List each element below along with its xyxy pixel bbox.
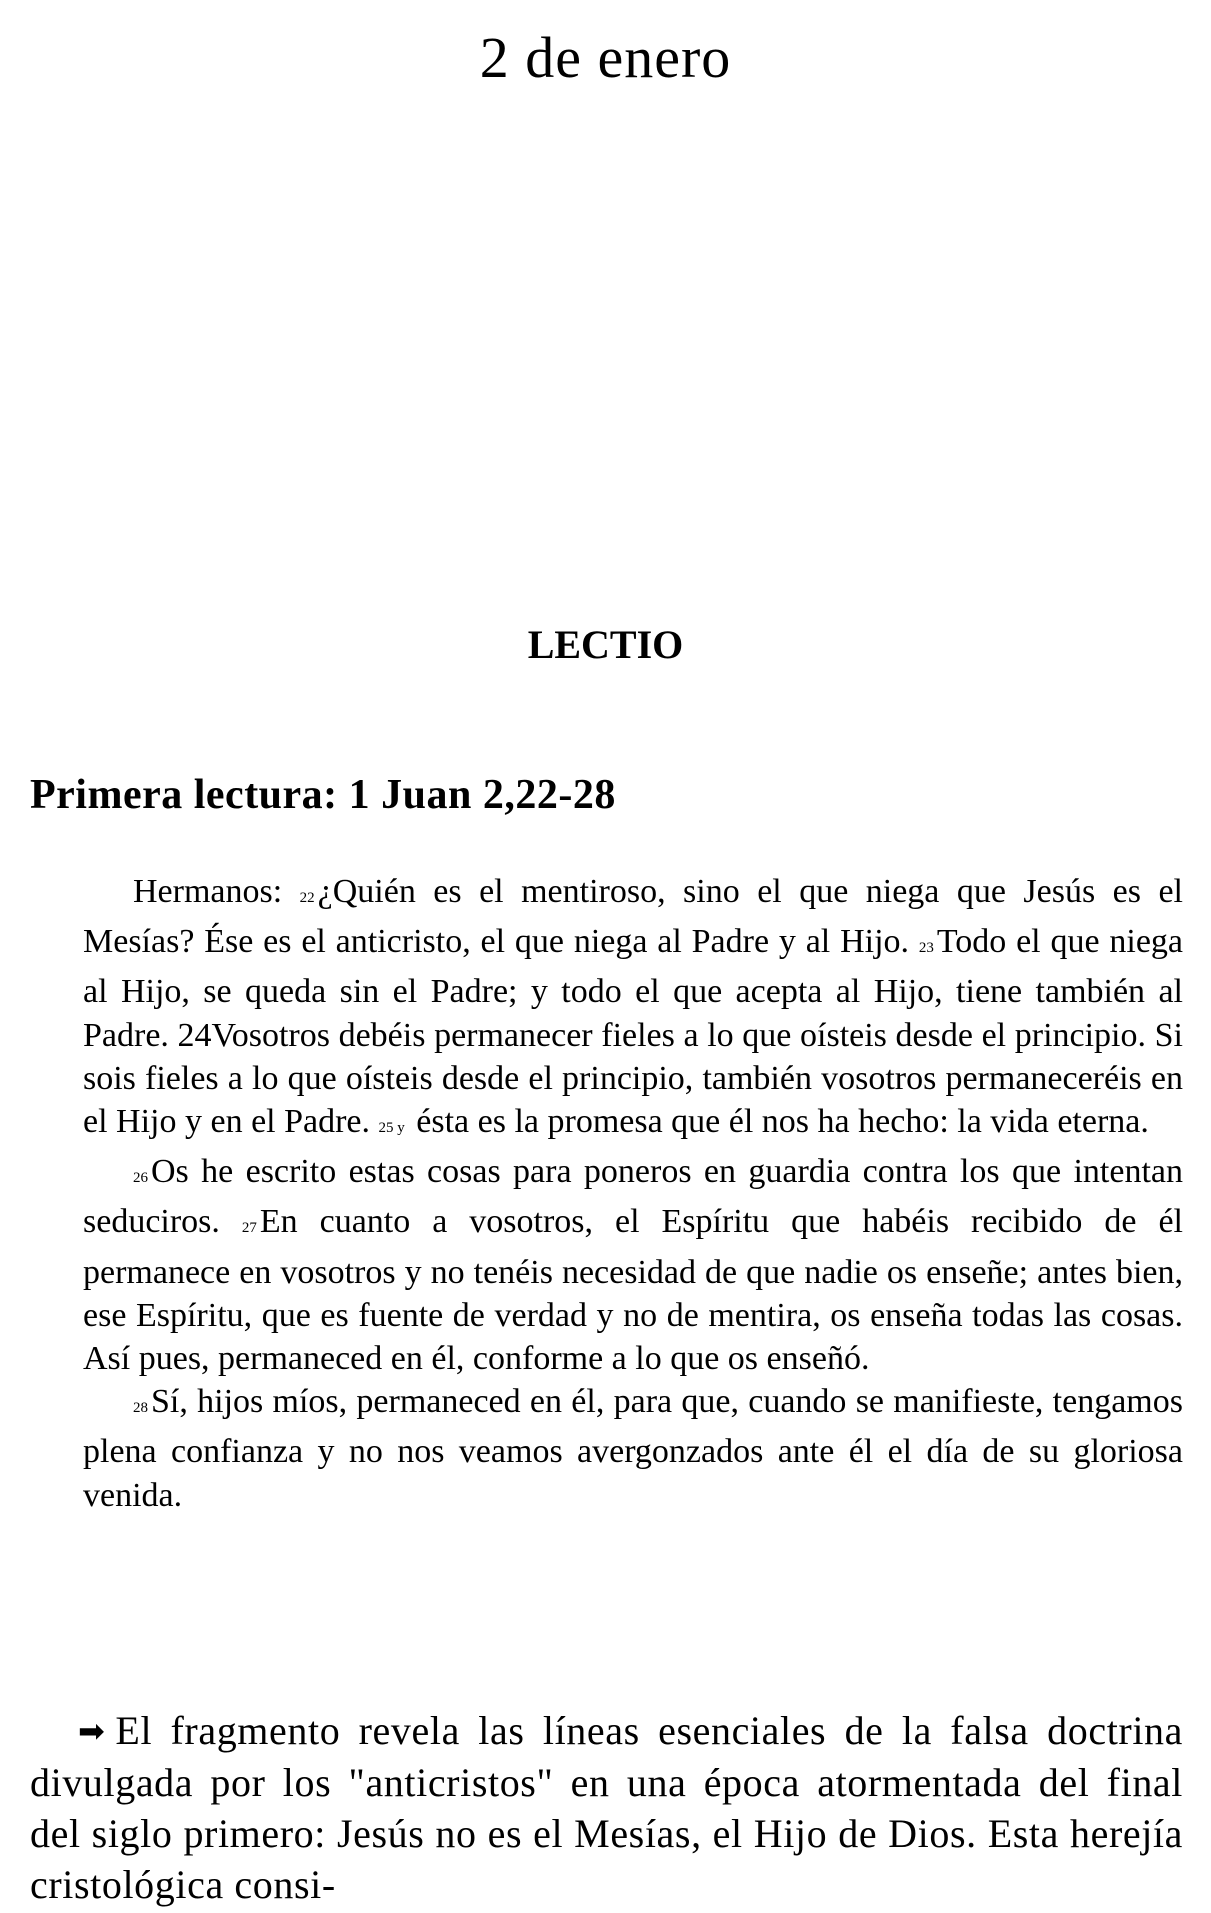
reading-body (83, 870, 1183, 1517)
verse-number: 28 (133, 1400, 148, 1417)
verse-text: ¿Quién es el mentiroso, sino el que niega que Jesús es el Mesías? Ése es el anticristo, el que niega al Padre y al Hijo. (83, 873, 1183, 961)
reading-paragraph (83, 870, 1183, 1150)
verse-number: 23 (918, 940, 934, 957)
verse-text: En cuanto a vosotros, el Espíritu que habéis recibido de él permanece en vosotros y no tenéis necesidad de que nadie os enseñe; antes bien, ese Espíritu, que es fuente de verdad y no de mentira, os enseña todas las cosas. Así pues, permaneced en él, conforme a lo que os enseñó. (83, 1203, 1183, 1378)
reading-intro: Hermanos: (133, 873, 300, 910)
commentary-paragraph (30, 1705, 1183, 1910)
verse-number: 22 (299, 890, 315, 906)
verse-number: 27 (241, 1220, 257, 1237)
verse-text: Todo el que niega al Hijo, se queda sin el Padre; y todo el que acepta al Hijo, tiene también al Padre. 24Vosotros debéis permanecer fieles a lo que oísteis desde el principio. Si sois fieles a lo que oísteis desde el principio, también vosotros permaneceréis en el Hijo y en el Padre. (83, 923, 1183, 1141)
verse-number: 26 (133, 1170, 148, 1187)
reading-title: Primera lectura: 1 Juan 2,22-28 (30, 772, 616, 818)
verse-text: Sí, hijos míos, permaneced en él, para que, cuando se manifieste, tengamos plena confianza y no nos veamos avergonzados ante él el día de su gloriosa venida. (83, 1383, 1183, 1514)
verse-text: ésta es la promesa que él nos ha hecho: la vida eterna. (407, 1103, 1149, 1141)
verse-text: Os he escrito estas cosas para poneros en guardia contra los que intentan seduciros. (83, 1153, 1183, 1241)
commentary-text: El fragmento revela las líneas esenciales de la falsa doctrina divulgada por los "anticristos" en una época atormentada del final del siglo primero: Jesús no es el Mesías, el Hijo de Dios. Esta herejía cristológica consi- (30, 1708, 1183, 1907)
page-date: 2 de enero (479, 25, 732, 90)
right-arrow-icon: ➡ (78, 1712, 106, 1750)
section-heading: LECTIO (527, 622, 684, 667)
reading-paragraph (83, 1150, 1183, 1380)
reading-paragraph (83, 1380, 1183, 1517)
verse-number: 25 y (378, 1120, 405, 1137)
